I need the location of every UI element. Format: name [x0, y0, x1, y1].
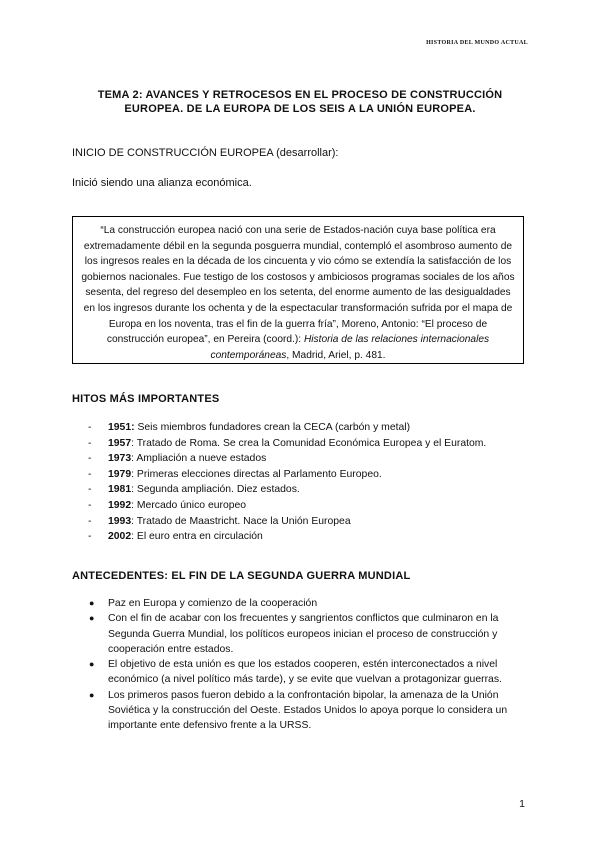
dash-marker: -	[88, 484, 92, 496]
antecedente-text: Con el fin de acabar con los frecuentes y sangrientos conflictos que culminaron en la Segunda Guerra Mundial, los políticos europeos inician el proceso de construcción y cooperación entre estados.	[108, 613, 499, 655]
bullet-marker: ●	[89, 659, 95, 670]
list-item	[88, 688, 530, 734]
quote-publication: , Madrid, Ariel, p. 481.	[286, 349, 386, 361]
quote-box	[72, 216, 524, 364]
list-item	[88, 498, 528, 514]
list-item	[88, 482, 528, 498]
hito-year: 1951:	[108, 422, 135, 433]
list-item	[88, 451, 528, 467]
running-header: HISTORIA DEL MUNDO ACTUAL	[426, 40, 528, 46]
intro-text: Inició siendo una alianza económica.	[72, 177, 252, 189]
hito-text: : Tratado de Maastricht. Nace la Unión Europea	[131, 515, 351, 527]
page-number: 1	[519, 798, 525, 810]
antecedente-text: El objetivo de esta unión es que los estados cooperen, estén interconectados a nivel económico (a nivel político más tarde), y se evite que vuelvan a protagonizar guerras.	[108, 659, 502, 686]
hito-text: : Tratado de Roma. Se crea la Comunidad Económica Europea y el Euratom.	[131, 437, 487, 449]
dash-marker: -	[88, 422, 92, 433]
list-item	[88, 436, 528, 452]
quote-book-title: Historia de las relaciones internacionales contemporáneas	[210, 334, 490, 361]
list-item	[88, 657, 530, 688]
hito-text: : Ampliación a nueve estados	[131, 453, 267, 465]
bullet-marker: ●	[89, 598, 95, 608]
bullet-marker: ●	[89, 613, 95, 624]
bullet-marker: ●	[89, 689, 95, 700]
title-line-2: EUROPEA. DE LA EUROPA DE LOS SEIS A LA UNIÓN EUROPEA.	[124, 103, 476, 115]
intro-heading: INICIO DE CONSTRUCCIÓN EUROPEA (desarrollar):	[72, 147, 339, 159]
list-item	[88, 467, 528, 483]
title-line-1: TEMA 2: AVANCES Y RETROCESOS EN EL PROCESO DE CONSTRUCCIÓN	[97, 89, 503, 101]
hito-year: 1981	[108, 484, 132, 496]
antecedente-text: Paz en Europa y comienzo de la cooperación	[108, 598, 318, 609]
hito-text: : Primeras elecciones directas al Parlamento Europeo.	[131, 468, 382, 480]
hito-text: : Segunda ampliación. Diez estados.	[131, 484, 300, 496]
list-item	[88, 420, 528, 436]
hito-year: 1993	[108, 515, 132, 527]
list-item	[88, 529, 528, 545]
dash-marker: -	[88, 515, 92, 527]
hitos-list	[88, 420, 528, 545]
antecedentes-heading: ANTECEDENTES: EL FIN DE LA SEGUNDA GUERRA MUNDIAL	[72, 570, 411, 582]
hito-year: 2002	[108, 531, 132, 543]
hito-year: 1992	[108, 499, 132, 511]
hito-year: 1973	[108, 453, 132, 465]
dash-marker: -	[88, 499, 92, 511]
dash-marker: -	[88, 453, 92, 465]
antecedentes-list	[88, 596, 530, 734]
hito-text: Seis miembros fundadores crean la CECA (carbón y metal)	[134, 422, 411, 433]
antecedente-text: Los primeros pasos fueron debido a la confrontación bipolar, la amenaza de la Unión Soviética y la construcción del Oeste. Estados Unidos lo apoya porque lo considera un importante ente defensivo frente a la URSS.	[108, 689, 508, 732]
hito-text: : El euro entra en circulación	[131, 531, 263, 543]
dash-marker: -	[88, 437, 92, 449]
hitos-heading: HITOS MÁS IMPORTANTES	[72, 393, 220, 405]
hito-year: 1979	[108, 468, 132, 480]
dash-marker: -	[88, 468, 92, 480]
list-item	[88, 596, 530, 611]
hito-text: : Mercado único europeo	[131, 499, 247, 511]
list-item	[88, 611, 530, 657]
hito-year: 1957	[108, 437, 132, 449]
document-title	[72, 88, 528, 116]
dash-marker: -	[88, 531, 92, 543]
quote-text: “La construcción europea nació con una serie de Estados-nación cuya base política era extremadamente débil en la segunda posguerra mundial, contempló el asombroso aumento de los ingresos reales en la década de los cincuenta y vio cómo se extendía la satisfacción de los gobiernos nacionales. Fue testigo de los costosos y ambiciosos programas sociales de los años sesenta, del regreso del desempleo en los setenta, del enorme aumento de las desigualdades en los ingresos durante los ochenta y de la espectacular transformación sufrida por el mapa de Europa en los noventa, tras el fin de la guerra fría”, Moreno, Antonio: “El proceso de construcción europea”, en Pereira (coord.):	[81, 225, 515, 346]
list-item	[88, 514, 528, 530]
